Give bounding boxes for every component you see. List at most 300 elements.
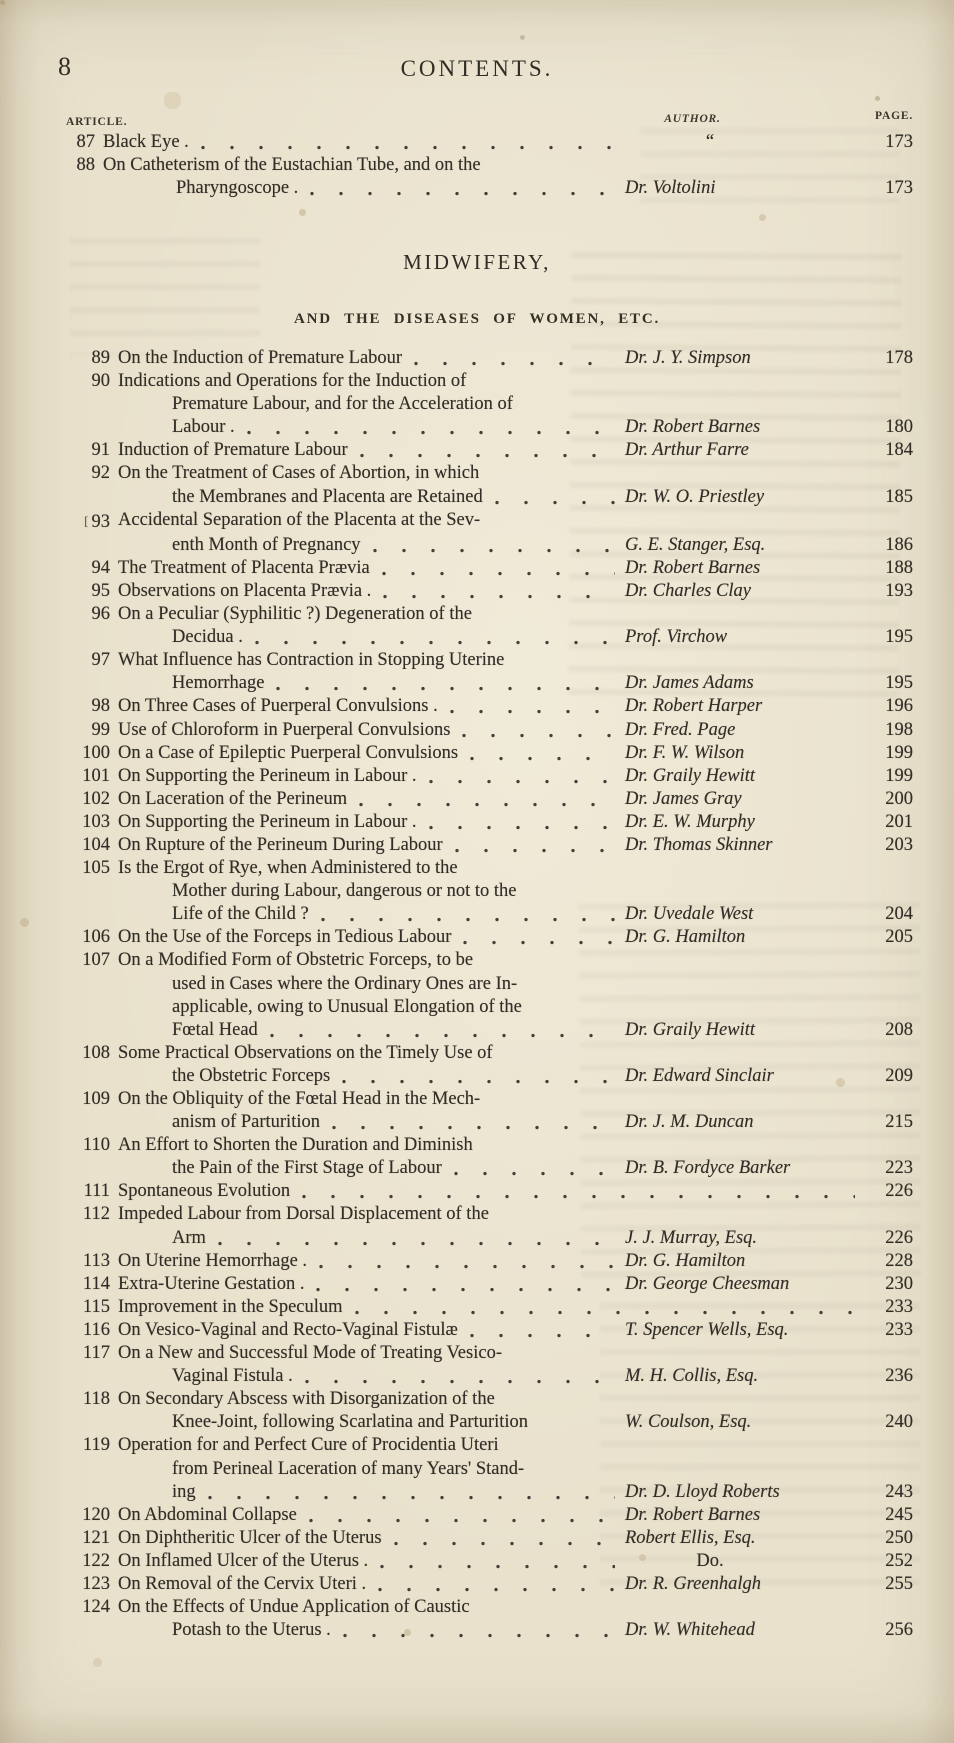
toc-entry-line: [36, 1573, 913, 1596]
toc-entry-line: [36, 534, 913, 557]
article-number: [36, 393, 110, 416]
dot-leader: [535, 1411, 615, 1434]
page-number-value: 199: [885, 765, 913, 786]
dot-leader: [488, 154, 615, 177]
toc-entry-line: [36, 1550, 913, 1573]
page-number-value: [865, 462, 913, 485]
page-number-value: [865, 996, 913, 1019]
article-title: On Catheterism of the Eustachian Tube, and on the: [103, 155, 481, 176]
dot-leader: [465, 1319, 615, 1342]
toc-entry-line: [36, 580, 913, 603]
dot-leader: [242, 416, 615, 439]
stray-mark: [: [84, 512, 89, 528]
article-title: Premature Labour, and for the Acceleration of: [172, 394, 513, 415]
dot-leader: [213, 1227, 615, 1250]
article-title: On the Induction of Premature Labour: [118, 348, 403, 368]
author-name: [625, 462, 865, 485]
article-number: 99: [91, 719, 110, 740]
author-name: M. H. Collis, Esq.: [625, 1366, 759, 1387]
dot-leader: [479, 603, 615, 626]
article-number: 90: [91, 371, 110, 392]
author-name: Dr. G. Hamilton: [625, 1250, 746, 1271]
article-number: [ 93: [84, 511, 110, 532]
article-number: 97: [91, 650, 110, 671]
page-number-value: [865, 370, 913, 393]
toc-entry-line: [36, 393, 913, 416]
page-number-value: 233: [885, 1319, 913, 1340]
dot-leader: [311, 1273, 615, 1296]
dot-leader: [511, 649, 615, 672]
toc-entry-line: [36, 949, 913, 972]
toc-entry-line: [36, 1388, 913, 1411]
dot-leader: [487, 1088, 615, 1111]
article-number: 124: [82, 1597, 110, 1618]
page-number-value: 204: [885, 904, 913, 925]
author-name: [625, 1342, 865, 1365]
toc-entry-line: [36, 626, 913, 649]
author-name: [625, 973, 865, 996]
article-title: What Influence has Contraction in Stopping Uterine: [118, 650, 505, 671]
article-title: Fœtal Head: [172, 1019, 258, 1040]
toc-entry-line: [36, 1088, 913, 1111]
dot-leader: [531, 1458, 615, 1481]
article-number: 91: [91, 440, 110, 461]
author-name: [625, 1088, 865, 1111]
article-number: 116: [82, 1319, 110, 1340]
dot-leader: [355, 439, 615, 462]
toc-entry-line: [36, 996, 913, 1019]
toc-entry-line: [36, 788, 913, 811]
toc-entry-line: [36, 1619, 913, 1642]
article-title: On Inflamed Ulcer of the Uterus .: [118, 1550, 369, 1571]
article-number: 102: [82, 788, 110, 809]
dot-leader: [477, 1596, 615, 1619]
author-name: Dr. J. M. Duncan: [625, 1112, 754, 1133]
page-number-value: [865, 1134, 913, 1157]
folio-page-number: 8: [58, 52, 72, 81]
article-title: Mother during Labour, dangerous or not to the: [172, 881, 517, 902]
article-number: 98: [91, 696, 110, 717]
toc-entry-line: [36, 1342, 913, 1365]
author-name: Dr. Graily Hewitt: [625, 765, 756, 786]
toc-entry-line: [36, 347, 913, 370]
toc-entry-line: [36, 857, 913, 880]
toc-entry-line: [36, 973, 913, 996]
page-number-value: [865, 1458, 913, 1481]
author-name: Dr. George Cheesman: [625, 1273, 790, 1294]
article-number: [36, 1458, 110, 1481]
dot-leader: [300, 1365, 615, 1388]
page-number-value: [865, 509, 913, 534]
article-number: [36, 416, 110, 439]
article-number: 94: [91, 557, 110, 578]
dot-leader: [378, 580, 615, 603]
page-number-value: 215: [885, 1112, 913, 1133]
article-title: On Three Cases of Puerperal Convulsions .: [118, 696, 438, 717]
page-number-value: 184: [885, 440, 913, 461]
author-name: Dr. Edward Sinclair: [625, 1065, 774, 1086]
toc-entry-line: [36, 1365, 913, 1388]
page-number-value: [865, 603, 913, 626]
article-title: Operation for and Perfect Cure of Procidentia Uteri: [118, 1435, 499, 1456]
author-name: [625, 1388, 865, 1411]
page-number-value: [865, 1596, 913, 1619]
toc-entry-line: [36, 1250, 913, 1273]
author-name: [625, 949, 865, 972]
toc-entry-line: [36, 811, 913, 834]
article-title: On Laceration of the Perineum: [118, 788, 348, 809]
dot-leader: [524, 973, 615, 996]
article-number: [36, 177, 95, 200]
page-number-value: 198: [885, 719, 913, 740]
article-number: 108: [82, 1042, 110, 1063]
article-title: Induction of Premature Labour: [118, 440, 348, 461]
section-title: MIDWIFERY,: [403, 250, 551, 274]
article-title: On Supporting the Perineum in Labour .: [118, 765, 417, 786]
toc-entry-line: [36, 177, 913, 200]
author-name: [625, 1042, 865, 1065]
article-number: 122: [82, 1550, 110, 1571]
author-name: [625, 1458, 865, 1481]
article-title: Decidua .: [172, 627, 243, 648]
author-name: Dr. Voltolini: [625, 178, 716, 199]
dot-leader: [203, 1481, 615, 1504]
page-number-value: 195: [885, 627, 913, 648]
dot-leader: [458, 926, 615, 949]
article-number: [36, 973, 110, 996]
article-title: On Diphtheritic Ulcer of the Uterus: [118, 1527, 382, 1548]
article-title: Is the Ergot of Rye, when Administered to the: [118, 858, 458, 879]
article-title: Extra-Uterine Gestation .: [118, 1273, 305, 1294]
section-subtitle: AND THE DISEASES OF WOMEN, ETC.: [294, 311, 660, 327]
article-number: [36, 1227, 110, 1250]
article-number: 89: [91, 348, 110, 368]
toc-entry-line: [36, 1227, 913, 1250]
author-name: [625, 1596, 865, 1619]
article-title: Arm: [172, 1227, 206, 1248]
toc-entry-line: [36, 1134, 913, 1157]
toc-entry-line: [36, 1596, 913, 1619]
toc-entry-line: [36, 719, 913, 742]
page-number-value: 226: [885, 1227, 913, 1248]
author-name: [625, 996, 865, 1019]
article-number: 92: [91, 463, 110, 484]
article-number: [36, 903, 110, 926]
author-name: Dr. Thomas Skinner: [625, 834, 773, 855]
page-number-value: 199: [885, 742, 913, 763]
dot-leader: [304, 1504, 615, 1527]
dot-leader: [265, 1019, 615, 1042]
author-name: [625, 370, 865, 393]
dot-leader: [480, 949, 615, 972]
author-name: [625, 1203, 865, 1226]
toc-entry-line: [36, 834, 913, 857]
page-number-value: 203: [885, 834, 913, 855]
article-title: the Membranes and Placenta are Retained: [172, 486, 483, 507]
author-name: [625, 1134, 865, 1157]
page-number-value: 243: [885, 1481, 913, 1502]
article-title: from Perineal Laceration of many Years' Stand-: [172, 1458, 525, 1479]
author-name: W. Coulson, Esq.: [625, 1412, 752, 1433]
article-title: ing: [172, 1481, 196, 1502]
column-header-page: PAGE.: [875, 110, 913, 122]
author-name: G. E. Stanger, Esq.: [625, 534, 766, 555]
author-name: Dr. G. Hamilton: [625, 927, 746, 948]
toc-entry-line: [36, 1111, 913, 1134]
article-title: On Abdominal Collapse: [118, 1504, 297, 1525]
page-number-value: 193: [885, 580, 913, 601]
page-number-value: 180: [885, 417, 913, 438]
dot-leader: [486, 462, 615, 485]
article-number: 105: [82, 858, 110, 879]
page-number-value: 178: [885, 348, 913, 368]
dot-leader: [487, 509, 615, 534]
toc-entry-line: [36, 1019, 913, 1042]
article-number: 103: [82, 811, 110, 832]
dot-leader: [496, 1203, 615, 1226]
author-name: Dr. Arthur Farre: [625, 440, 749, 461]
article-title: Potash to the Uterus .: [172, 1620, 331, 1641]
article-number: 88: [76, 155, 95, 176]
author-name: Dr. Charles Clay: [625, 580, 751, 601]
article-number: [36, 1065, 110, 1088]
article-title: Pharyngoscope .: [176, 178, 299, 199]
article-number: 95: [91, 580, 110, 601]
author-name: Dr. Uvedale West: [625, 904, 754, 925]
article-title: On Vesico-Vaginal and Recto-Vaginal Fistulæ: [118, 1319, 458, 1340]
article-number: 110: [82, 1135, 110, 1156]
toc-entry-line: [36, 1273, 913, 1296]
page-number-value: 173: [885, 178, 913, 199]
toc-entry-line: [36, 416, 913, 439]
toc-entry-line: [36, 131, 913, 154]
author-name: Dr. R. Greenhalgh: [625, 1573, 761, 1594]
page-number-value: [865, 1388, 913, 1411]
toc-list-top: [36, 131, 913, 200]
article-title: Life of the Child ?: [172, 904, 309, 925]
dot-leader: [409, 347, 615, 370]
dot-leader: [271, 672, 615, 695]
author-name: Robert Ellis, Esq.: [625, 1527, 756, 1548]
author-name: Dr. Robert Barnes: [625, 1504, 761, 1525]
page-number-value: 250: [885, 1527, 913, 1548]
article-title: On the Use of the Forceps in Tedious Labour: [118, 927, 452, 948]
author-name: Dr. James Adams: [625, 673, 754, 694]
author-name: [625, 603, 865, 626]
dot-leader: [375, 1550, 615, 1573]
article-number: 112: [82, 1204, 110, 1225]
article-number: [36, 1619, 110, 1642]
article-number: [36, 534, 110, 557]
page-title: CONTENTS.: [400, 56, 554, 81]
article-number: 107: [82, 950, 110, 971]
page-number-value: 205: [885, 927, 913, 948]
article-title: Knee-Joint, following Scarlatina and Parturition: [172, 1412, 529, 1433]
dot-leader: [506, 1434, 615, 1457]
page-number-value: 252: [885, 1550, 913, 1571]
article-title: Vaginal Fistula .: [172, 1366, 293, 1387]
dot-leader: [338, 1619, 615, 1642]
page-number-value: 223: [885, 1158, 913, 1179]
author-name: Dr. J. Y. Simpson: [625, 348, 751, 368]
toc-entry-line: [36, 1481, 913, 1504]
page-number-value: [865, 880, 913, 903]
article-title: On a New and Successful Mode of Treating Vesico-: [118, 1343, 502, 1364]
dot-leader: [480, 1134, 615, 1157]
author-name: [625, 1434, 865, 1457]
author-name: [625, 393, 865, 416]
dot-leader: [490, 486, 615, 509]
author-name: Dr. W. Whitehead: [625, 1620, 755, 1641]
dot-leader: [449, 1157, 615, 1180]
toc-entry-line: [36, 1458, 913, 1481]
toc-entry-line: [36, 1434, 913, 1457]
author-name: Dr. Fred. Page: [625, 719, 736, 740]
author-name: Dr. Robert Harper: [625, 696, 763, 717]
author-name: Dr. F. W. Wilson: [625, 742, 745, 763]
page-number-value: [865, 1088, 913, 1111]
author-name: Do.: [696, 1550, 724, 1571]
page-number-value: 173: [885, 132, 913, 152]
page-number-value: 185: [885, 486, 913, 507]
article-number: 100: [82, 742, 110, 763]
article-title: the Pain of the First Stage of Labour: [172, 1158, 442, 1179]
toc-entry-line: [36, 1319, 913, 1342]
toc-entry-line: [36, 1065, 913, 1088]
dot-leader: [368, 534, 615, 557]
page-number-value: 186: [885, 534, 913, 555]
page-number-value: 209: [885, 1065, 913, 1086]
article-title: On Uterine Hemorrhage .: [118, 1250, 308, 1271]
dot-leader: [424, 811, 615, 834]
article-number: 120: [82, 1504, 110, 1525]
show-through-smudge: [70, 225, 260, 355]
dot-leader: [250, 626, 615, 649]
toc-entry-line: [36, 742, 913, 765]
article-number: [36, 1111, 110, 1134]
dot-leader: [465, 742, 615, 765]
article-number: 117: [82, 1343, 110, 1364]
article-title: Indications and Operations for the Induction of: [118, 371, 467, 392]
dot-leader: [445, 695, 615, 718]
article-number: 115: [82, 1296, 110, 1317]
article-title: On a Modified Form of Obstetric Forceps, to be: [118, 950, 474, 971]
toc-entry-line: [36, 439, 913, 462]
toc-entry-line: [36, 557, 913, 580]
page-number-value: [865, 649, 913, 672]
column-header-article: ARTICLE.: [66, 116, 128, 128]
article-title: Improvement in the Speculum: [118, 1296, 343, 1317]
dot-leader: [196, 131, 615, 154]
toc-entry-line: [36, 462, 913, 485]
page-number-value: [865, 1434, 913, 1457]
dot-leader: [509, 1342, 615, 1365]
article-number: [36, 486, 110, 509]
article-number: [36, 672, 110, 695]
article-number: [36, 626, 110, 649]
article-number: 96: [91, 604, 110, 625]
dot-leader: [327, 1111, 615, 1134]
article-title: Hemorrhage: [172, 673, 265, 694]
page-number-value: [865, 973, 913, 996]
article-title: Accidental Separation of the Placenta at the Sev-: [118, 509, 481, 530]
article-title: On Removal of the Cervix Uteri .: [118, 1573, 367, 1594]
toc-entry-line: [36, 765, 913, 788]
dot-leader: [473, 370, 615, 393]
toc-entry-line: [36, 672, 913, 695]
article-title: On Rupture of the Perineum During Labour: [118, 834, 443, 855]
article-title: applicable, owing to Unusual Elongation of the: [172, 996, 522, 1017]
toc-entry-line: [36, 603, 913, 626]
author-name: T. Spencer Wells, Esq.: [625, 1319, 789, 1340]
dot-leader: [297, 1180, 855, 1203]
page-number-value: 200: [885, 788, 913, 809]
page-number-value: [865, 1042, 913, 1065]
article-title: Use of Chloroform in Puerperal Convulsions: [118, 719, 451, 740]
page-number-value: 228: [885, 1250, 913, 1271]
dot-leader: [450, 834, 615, 857]
page-number-value: 195: [885, 673, 913, 694]
article-title: The Treatment of Placenta Prævia: [118, 557, 370, 578]
toc-entry-line: [36, 926, 913, 949]
dot-leader: [424, 765, 615, 788]
paper-stain: [0, 0, 5, 5]
toc-list-main: [36, 347, 913, 1642]
page-number-value: 240: [885, 1412, 913, 1433]
page-number-value: 196: [885, 696, 913, 717]
author-name: Dr. D. Lloyd Roberts: [625, 1481, 780, 1502]
page-number-value: [865, 949, 913, 972]
author-name: Dr. B. Fordyce Barker: [625, 1158, 791, 1179]
page-number-value: 255: [885, 1573, 913, 1594]
article-title: On Supporting the Perineum in Labour .: [118, 811, 417, 832]
article-title: On the Obliquity of the Fœtal Head in the Mech-: [118, 1089, 481, 1109]
article-title: Spontaneous Evolution: [118, 1181, 291, 1202]
article-title: Black Eye .: [103, 132, 189, 152]
toc-entry-line: [36, 880, 913, 903]
article-number: 118: [82, 1389, 110, 1410]
article-title: An Effort to Shorten the Duration and Diminish: [118, 1135, 473, 1156]
author-name: J. J. Murray, Esq.: [625, 1227, 758, 1248]
article-number: 101: [82, 765, 110, 786]
page-number-value: 226: [885, 1181, 913, 1202]
dot-leader: [502, 1388, 615, 1411]
toc-entry-line: [36, 486, 913, 509]
toc-entry-line: [36, 903, 913, 926]
page-number-value: [865, 393, 913, 416]
toc-entry-line: [36, 1180, 913, 1203]
toc-entry-line: [36, 1042, 913, 1065]
dot-leader: [500, 1042, 615, 1065]
toc-entry-line: [36, 649, 913, 672]
page-number-value: [865, 1342, 913, 1365]
article-number: 113: [82, 1250, 110, 1271]
column-header-author: AUTHOR.: [664, 113, 721, 125]
article-title: anism of Parturition: [172, 1112, 320, 1133]
toc-entry-line: [36, 1157, 913, 1180]
author-name: Dr. Robert Barnes: [625, 417, 761, 438]
article-number: [36, 1157, 110, 1180]
article-number: 114: [82, 1273, 110, 1294]
dot-leader: [316, 903, 615, 926]
dot-leader: [314, 1250, 615, 1273]
page-number-value: 208: [885, 1019, 913, 1040]
page-number-value: 230: [885, 1273, 913, 1294]
article-title: On Secondary Abscess with Disorganization of the: [118, 1389, 495, 1410]
author-name: [625, 154, 865, 177]
article-title: Labour .: [172, 417, 235, 438]
article-number: 111: [83, 1181, 110, 1202]
